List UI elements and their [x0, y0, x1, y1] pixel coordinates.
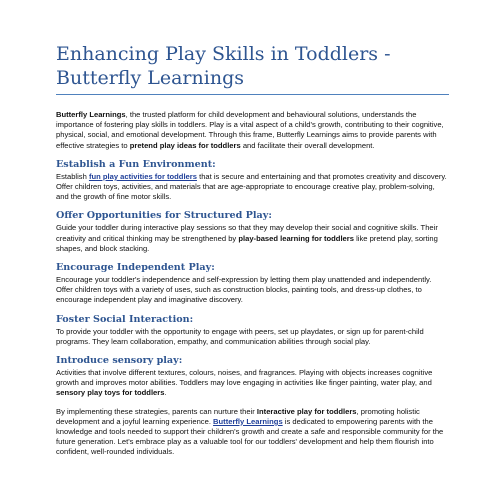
section-body-social-interaction: To provide your toddler with the opportunity to engage with peers, set up playdates, or sign up for parent-child programs. They learn collaboration, empathy, and communication abilities through social play. — [56, 326, 424, 346]
section-heading-sensory-play: Introduce sensory play: — [56, 355, 183, 367]
section-body-independent-play: Encourage your toddler's independence and self-expression by letting them play unattended and independently. Offer children toys with a variety of uses, such as construction blocks, painting tools, and dress-up clothes, to encourage independent play and imaginative discovery. — [56, 275, 432, 305]
brand-name: Butterfly Learnings — [56, 110, 126, 119]
highlight-sensory-toys: sensory play toys for toddlers — [56, 388, 165, 398]
section-heading-independent-play: Encourage Independent Play: — [56, 262, 215, 274]
title-divider — [56, 94, 449, 95]
section-body-sensory-play: Activities that involve different textures, colours, noises, and fragrances. Playing with objects increases cognitive growth and improves motor abilities. Toddlers may love engaging in activities like finger painting, water play, and sensory play toys for toddlers. — [56, 368, 433, 398]
intro-paragraph: Butterfly Learnings, the trusted platform for child development and behavioural solutions, understands the importance of fostering play skills in toddlers. Play is a vital aspect of a child's growth, contributing to their cognitive, physical, social, and emotional development. Through this frame, Butterfly Learnings aims to provide parents with effective strategies to pretend play ideas for toddlers and facilitate their overall development. — [56, 110, 444, 150]
section-heading-social-interaction: Foster Social Interaction: — [56, 313, 194, 325]
link-fun-play-activities[interactable]: fun play activities for toddlers — [88, 171, 197, 181]
highlight-interactive-play: Interactive play for toddlers — [256, 406, 357, 416]
document-body — [56, 110, 449, 466]
highlight-pretend-play: pretend play ideas for toddlers — [129, 140, 241, 150]
title-line-2: Butterfly Learnings — [56, 67, 244, 89]
section-body-structured-play: Guide your toddler during interactive play sessions so that they may develop their social and cognitive skills. Their creativity and critical thinking may be strengthened by play-based learning for toddlers like pretend play, sorting shapes, and block stacking. — [56, 223, 438, 253]
link-butterfly-learnings[interactable]: Butterfly Learnings — [213, 416, 283, 426]
highlight-play-based-learning: play-based learning for toddlers — [238, 233, 354, 243]
section-heading-structured-play: Offer Opportunities for Structured Play: — [56, 210, 272, 222]
page-title — [56, 42, 456, 90]
title-line-1: Enhancing Play Skills in Toddlers - — [56, 43, 391, 65]
section-heading-fun-environment: Establish a Fun Environment: — [56, 158, 216, 170]
outro-paragraph: By implementing these strategies, parents can nurture their Interactive play for toddlers, promoting holistic development and a joyful learning experience. Butterfly Learnings is dedicated to empowering parents with the knowledge and tools needed to support their children's growth and create a safe and responsible community for the future generation. Let's embrace play as a valuable tool for our toddlers' development and help them flourish into confident, well-rounded individuals. — [56, 406, 444, 457]
section-body-fun-environment: Establish fun play activities for toddlers that is secure and entertaining and that promotes creativity and discovery. Offer children toys, activities, and materials that are age-appropriate to encourage creative play, problem-solving, and the growth of fine motor skills. — [56, 171, 447, 202]
